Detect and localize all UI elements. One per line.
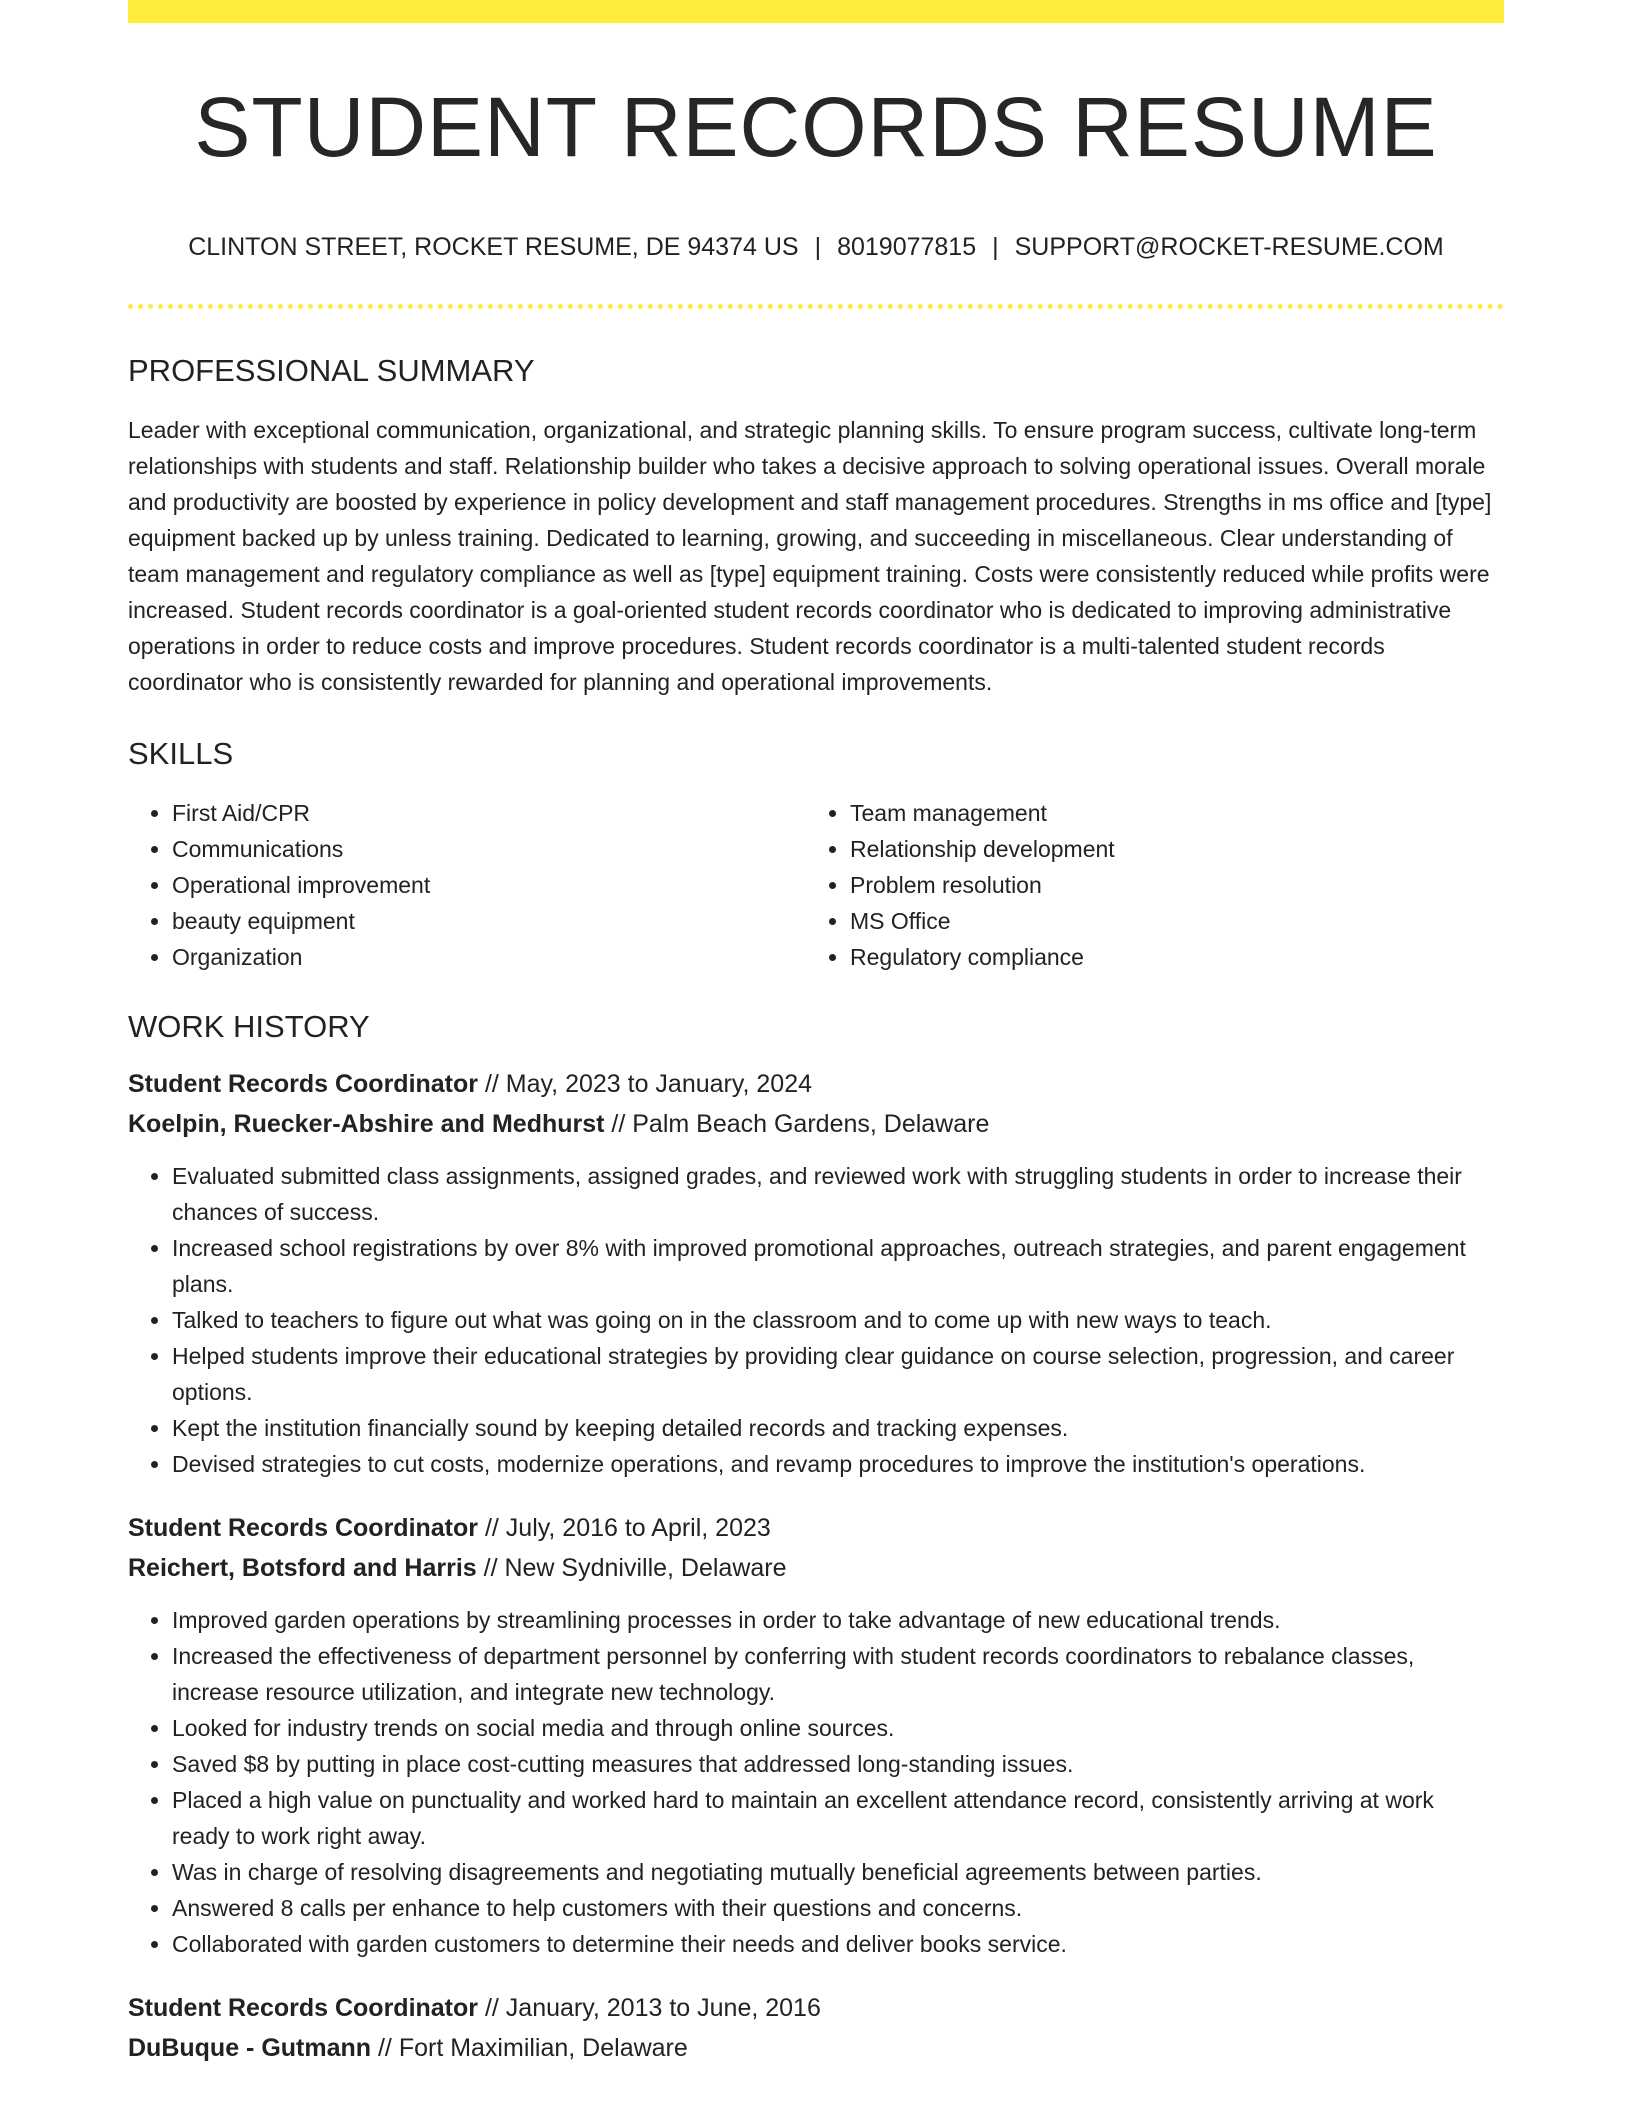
job-dates: // July, 2016 to April, 2023 [478, 1514, 771, 1542]
job-entry [128, 1508, 1504, 1962]
job-bullet: • Helped students improve their educational strategies by providing clear guidance on course selection, progression, and career options. [172, 1338, 1504, 1410]
job-company: DuBuque - Gutmann [128, 2034, 372, 2062]
contact-separator: | [814, 233, 822, 261]
summary-text: Leader with exceptional communication, organizational, and strategic planning skills. To ensure program success, cultivate long-term relationships with students and staff. Relationship builder who takes a decisive approach to solving operational issues. Overall morale and productivity are boosted by experience in policy development and staff management procedures. Strengths in ms office and [type] equipment backed up by unless training. Dedicated to learning, growing, and succeeding in miscellaneous. Clear understanding of team management and regulatory compliance as well as [type] equipment training. Costs were consistently reduced while profits were increased. Student records coordinator is a goal-oriented student records coordinator who is dedicated to improving administrative operations in order to reduce costs and improve procedures. Student records coordinator is a multi-talented student records coordinator who is consistently rewarded for planning and operational improvements. [128, 417, 1492, 695]
contact-address: CLINTON STREET, ROCKET RESUME, DE 94374 US [188, 233, 799, 261]
job-title: Student Records Coordinator [128, 1070, 479, 1098]
resume-page [128, 0, 1504, 2068]
job-title: Student Records Coordinator [128, 1994, 479, 2022]
job-bullet: • Improved garden operations by streamlining processes in order to take advantage of new educational trends. [172, 1602, 1504, 1638]
skill-item: • Regulatory compliance [850, 939, 1484, 975]
skill-item: • beauty equipment [172, 903, 806, 939]
skill-item: • Organization [172, 939, 806, 975]
job-bullet: • Looked for industry trends on social media and through online sources. [172, 1710, 1504, 1746]
job-company: Koelpin, Ruecker-Abshire and Medhurst [128, 1110, 605, 1138]
job-title-line [128, 1988, 1504, 2028]
skills-column-right [806, 795, 1484, 975]
job-company-line [128, 1104, 1504, 1144]
job-location: // New Sydniville, Delaware [476, 1554, 787, 1582]
contact-separator: | [992, 233, 999, 261]
job-bullet: • Collaborated with garden customers to determine their needs and deliver books service. [172, 1926, 1504, 1962]
contact-phone: 8019077815 [837, 233, 977, 261]
top-accent-bar [128, 0, 1504, 23]
skill-item: • Operational improvement [172, 867, 806, 903]
job-dates: // May, 2023 to January, 2024 [478, 1070, 813, 1098]
job-title: Student Records Coordinator [128, 1514, 479, 1542]
job-bullet: • Saved $8 by putting in place cost-cutting measures that addressed long-standing issues. [172, 1746, 1504, 1782]
job-bullet: • Kept the institution financially sound by keeping detailed records and tracking expenses. [172, 1410, 1504, 1446]
work-history-heading: WORK HISTORY [128, 1009, 370, 1044]
job-bullets [128, 1158, 1504, 1482]
job-bullet: • Devised strategies to cut costs, modernize operations, and revamp procedures to improve the institution's operations. [172, 1446, 1504, 1482]
job-bullet: • Increased the effectiveness of department personnel by conferring with student records coordinators to rebalance classes, increase resource utilization, and integrate new technology. [172, 1638, 1504, 1710]
job-bullet: • Answered 8 calls per enhance to help customers with their questions and concerns. [172, 1890, 1504, 1926]
skills-column-left [128, 795, 806, 975]
skill-item: • MS Office [850, 903, 1484, 939]
summary-heading: PROFESSIONAL SUMMARY [128, 353, 535, 388]
job-dates: // January, 2013 to June, 2016 [478, 1994, 821, 2022]
skills-list [128, 795, 1504, 975]
job-bullet: • Talked to teachers to figure out what was going on in the classroom and to come up with new ways to teach. [172, 1302, 1504, 1338]
dotted-divider [128, 304, 1504, 309]
skill-item: • Team management [850, 795, 1484, 831]
job-title-line [128, 1508, 1504, 1548]
skills-heading: SKILLS [128, 736, 234, 771]
job-bullet: • Was in charge of resolving disagreements and negotiating mutually beneficial agreements between parties. [172, 1854, 1504, 1890]
job-company: Reichert, Botsford and Harris [128, 1554, 477, 1582]
job-location: // Fort Maximilian, Delaware [371, 2034, 688, 2062]
job-company-line [128, 2028, 1504, 2068]
skill-item: • Problem resolution [850, 867, 1484, 903]
skill-item: • Communications [172, 831, 806, 867]
contact-email: SUPPORT@ROCKET-RESUME.COM [1014, 233, 1444, 261]
resume-title: STUDENT RECORDS RESUME [194, 80, 1438, 174]
job-title-line [128, 1064, 1504, 1104]
job-location: // Palm Beach Gardens, Delaware [604, 1110, 990, 1138]
skill-item: • Relationship development [850, 831, 1484, 867]
job-bullet: • Evaluated submitted class assignments, assigned grades, and reviewed work with struggling students in order to increase their chances of success. [172, 1158, 1504, 1230]
skill-item: • First Aid/CPR [172, 795, 806, 831]
contact-line [128, 235, 1504, 260]
job-bullet: • Placed a high value on punctuality and worked hard to maintain an excellent attendance record, consistently arriving at work ready to work right away. [172, 1782, 1504, 1854]
job-bullets [128, 1602, 1504, 1962]
job-entry [128, 1064, 1504, 1482]
job-entry [128, 1988, 1504, 2068]
job-bullet: • Increased school registrations by over 8% with improved promotional approaches, outreach strategies, and parent engagement plans. [172, 1230, 1504, 1302]
job-company-line [128, 1548, 1504, 1588]
